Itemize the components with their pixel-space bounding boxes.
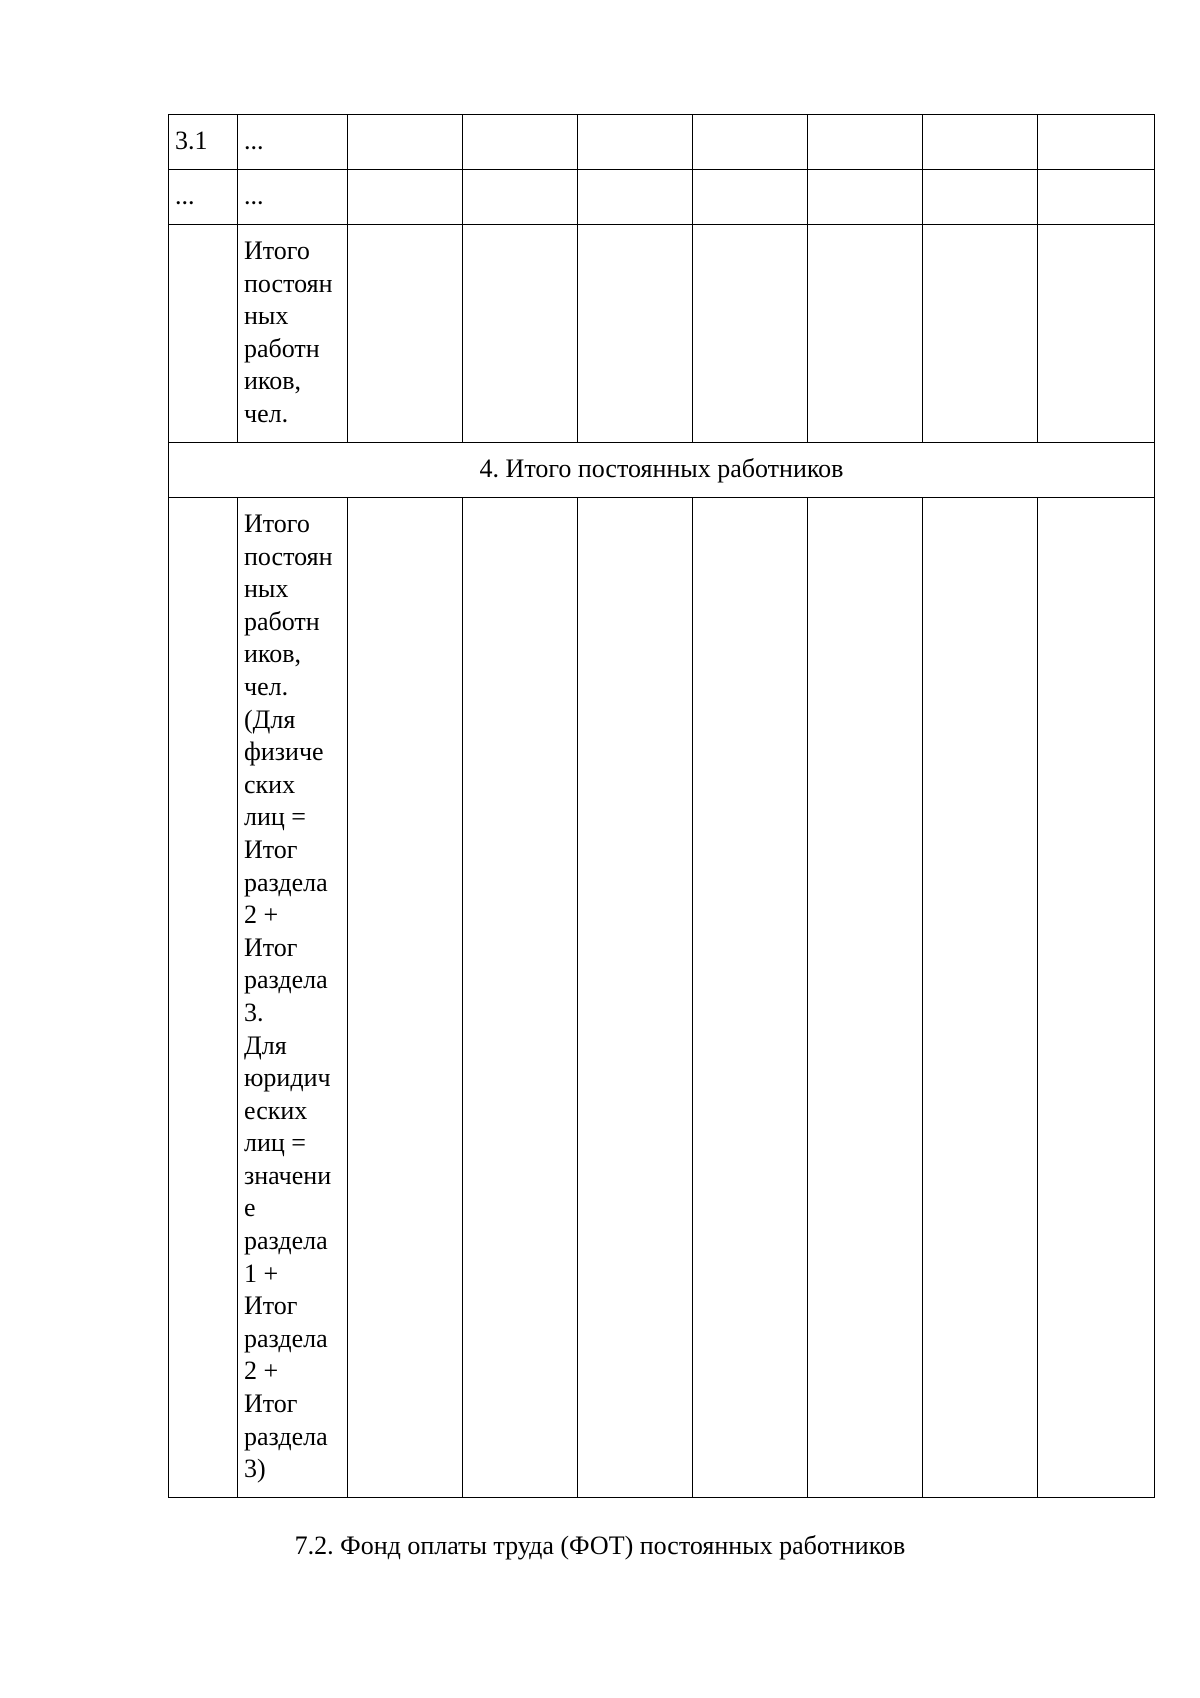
table-cell xyxy=(348,225,463,443)
row-number xyxy=(169,225,238,443)
table-row xyxy=(169,225,1155,443)
table-cell xyxy=(808,170,923,225)
table-cell xyxy=(348,498,463,1498)
table-cell xyxy=(348,170,463,225)
table-cell xyxy=(463,170,578,225)
table-cell xyxy=(808,225,923,443)
row-number: 3.1 xyxy=(169,115,238,170)
table-cell xyxy=(923,170,1038,225)
employees-table xyxy=(168,114,1155,1498)
table-cell xyxy=(463,498,578,1498)
table-cell xyxy=(923,498,1038,1498)
table-cell xyxy=(808,115,923,170)
table-cell xyxy=(923,225,1038,443)
table-cell xyxy=(463,225,578,443)
row-number xyxy=(169,498,238,1498)
table-cell xyxy=(693,170,808,225)
section-title: 4. Итого постоянных работников xyxy=(169,443,1155,498)
table-cell xyxy=(693,498,808,1498)
table-cell xyxy=(693,115,808,170)
section-caption: 7.2. Фонд оплаты труда (ФОТ) постоянных работников xyxy=(294,1531,906,1560)
table-row xyxy=(169,115,1155,170)
table-cell xyxy=(693,225,808,443)
row-number: ... xyxy=(169,170,238,225)
table-cell xyxy=(1038,225,1155,443)
section-header-row xyxy=(169,443,1155,498)
table-cell xyxy=(348,115,463,170)
table-cell xyxy=(578,115,693,170)
table-cell xyxy=(578,498,693,1498)
table-cell xyxy=(1038,498,1155,1498)
table-row xyxy=(169,170,1155,225)
table-cell xyxy=(1038,115,1155,170)
table-cell xyxy=(578,225,693,443)
table-cell xyxy=(808,498,923,1498)
table-cell xyxy=(463,115,578,170)
table-cell xyxy=(1038,170,1155,225)
table-cell xyxy=(923,115,1038,170)
table-row xyxy=(169,498,1155,1498)
row-label: Итого постоян ных работн иков, чел. xyxy=(238,225,348,443)
table-cell xyxy=(578,170,693,225)
row-label: ... xyxy=(238,170,348,225)
row-label: ... xyxy=(238,115,348,170)
row-label: Итого постоян ных работн иков, чел. (Для физиче ских лиц = Итог раздела 2 + Итог раздела 3. Для юридич еских лиц = значени е раздела 1 + Итог раздела 2 + Итог раздела 3) xyxy=(238,498,348,1498)
